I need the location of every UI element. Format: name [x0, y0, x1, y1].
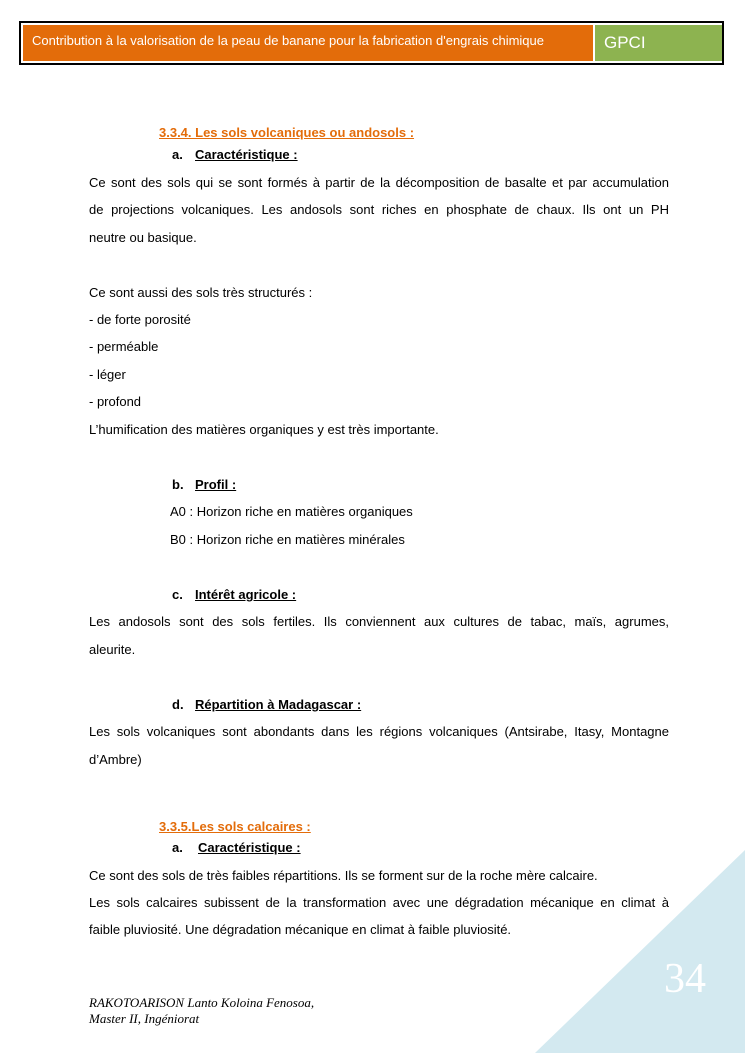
- list-item: - de forte porosité: [89, 312, 191, 327]
- header-tag: GPCI: [595, 25, 722, 61]
- footer-degree: Master II, Ingéniorat: [89, 1011, 200, 1026]
- section-334-c-letter: c.: [172, 587, 183, 602]
- list-item: - perméable: [89, 339, 159, 354]
- section-335-a-letter: a.: [172, 840, 183, 855]
- section-335-title: 3.3.5.Les sols calcaires :: [159, 819, 311, 834]
- humification-text: L’humification des matières organiques y est très importante.: [89, 422, 439, 437]
- footer-author: RAKOTOARISON Lanto Koloina Fenosoa,: [89, 995, 315, 1010]
- page-number: 34: [664, 956, 706, 1002]
- list-item: - léger: [89, 367, 126, 382]
- section-334-title: 3.3.4. Les sols volcaniques ou andosols :: [159, 125, 415, 140]
- paragraph-line: faible pluviosité. Une dégradation mécanique en climat à faible pluviosité.: [89, 922, 512, 937]
- paragraph-line: Les sols calcaires subissent de la transformation avec une dégradation mécanique en climat à: [89, 895, 669, 910]
- section-334-d-letter: d.: [172, 697, 184, 712]
- list-item: - profond: [89, 394, 142, 409]
- paragraph-line: Les andosols sont des sols fertiles. Ils conviennent aux cultures de tabac, maïs, agrumes,: [89, 614, 669, 629]
- paragraph-line: d’Ambre): [89, 752, 142, 767]
- structure-intro: Ce sont aussi des sols très structurés :: [89, 285, 313, 300]
- paragraph-line: Ce sont des sols de très faibles répartitions. Ils se forment sur de la roche mère calcaire.: [89, 868, 598, 883]
- section-335-a-title: Caractéristique :: [198, 840, 301, 855]
- horizon-item: B0 : Horizon riche en matières minérales: [170, 532, 405, 547]
- paragraph-line: aleurite.: [89, 642, 136, 657]
- section-334-a-title: Caractéristique :: [195, 147, 298, 162]
- page-header: [19, 21, 724, 65]
- paragraph-line: neutre ou basique.: [89, 230, 197, 245]
- paragraph-line: de projections volcaniques. Les andosols sont riches en phosphate de chaux. Ils ont un PH: [89, 202, 669, 217]
- header-title: Contribution à la valorisation de la peau de banane pour la fabrication d'engrais chimique: [23, 25, 593, 61]
- paragraph-line: Ce sont des sols qui se sont formés à partir de la décomposition de basalte et par accumulation: [89, 175, 669, 190]
- horizon-item: A0 : Horizon riche en matières organiques: [170, 504, 413, 519]
- section-334-a-letter: a.: [172, 147, 183, 162]
- section-334-c-title: Intérêt agricole :: [195, 587, 297, 602]
- paragraph-line: Les sols volcaniques sont abondants dans les régions volcaniques (Antsirabe, Itasy, Montagne: [89, 724, 669, 739]
- section-334-b-letter: b.: [172, 477, 184, 492]
- section-334-d-title: Répartition à Madagascar :: [195, 697, 362, 712]
- section-334-b-title: Profil :: [195, 477, 237, 492]
